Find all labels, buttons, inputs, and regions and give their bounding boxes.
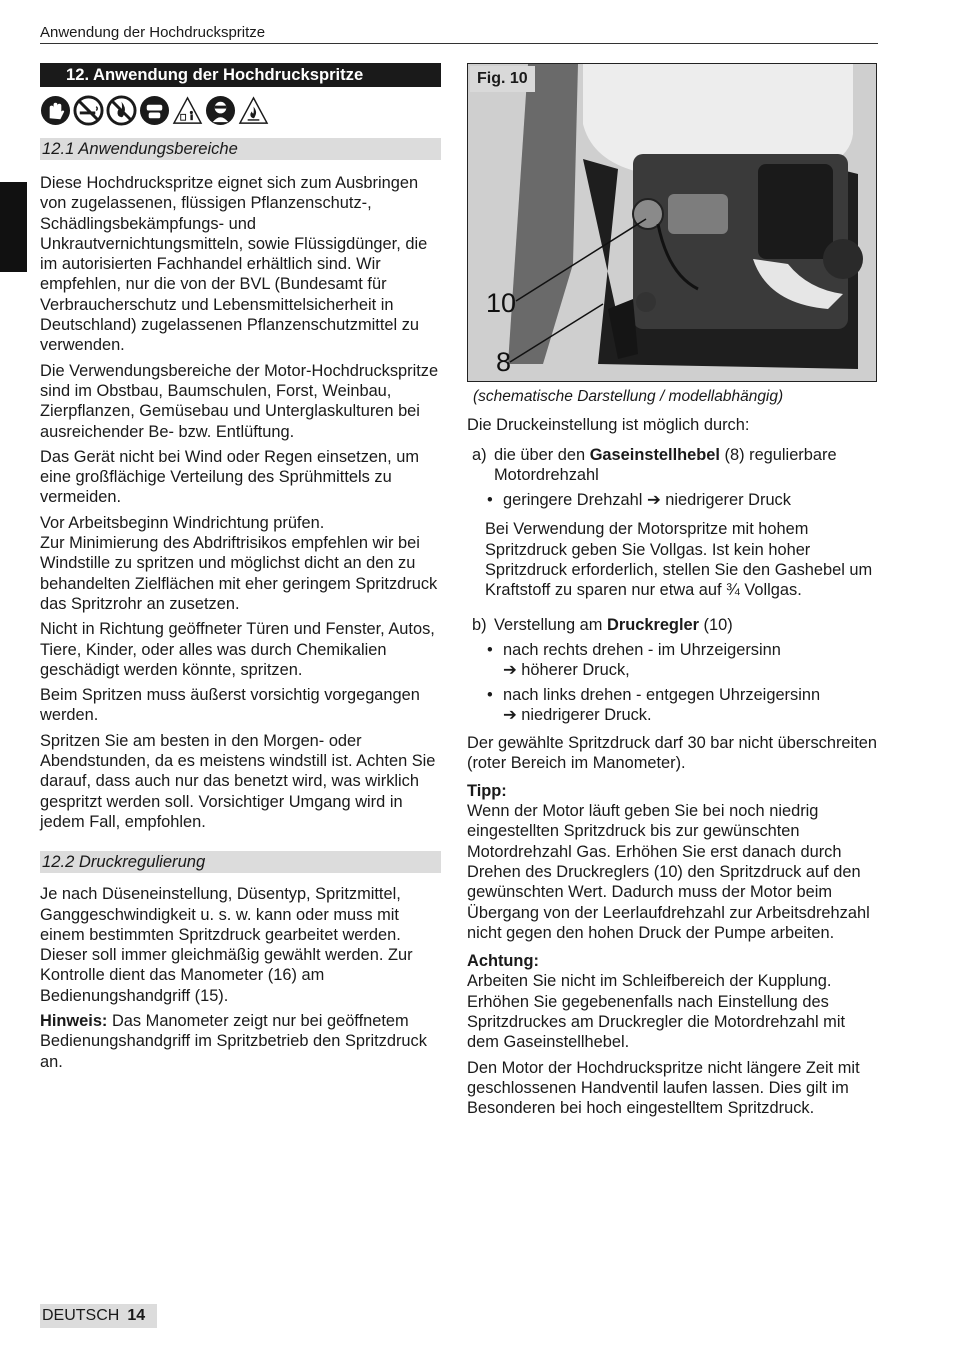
right-column — [467, 63, 878, 1124]
paragraph: Der gewählte Spritzdruck darf 30 bar nicht überschreiten (roter Bereich im Manometer). — [467, 734, 877, 773]
bullet-marker: • — [487, 685, 493, 704]
paragraph: Die Druckeinstellung ist möglich durch: — [467, 416, 750, 435]
running-header: Anwendung der Hochdruckspritze — [40, 24, 878, 44]
paragraph: Bei Verwendung der Motorspritze mit hohem Spritzdruck geben Sie Vollgas. Ist kein hoher Spritzdruck erforderlich, stellen Sie den Gashebel um Kraftstoff zu sparen nur etwa auf ¾ Vollgas. — [485, 520, 873, 600]
safety-symbols — [40, 95, 441, 129]
warning-label: Achtung: — [467, 952, 539, 971]
respirator-mask-icon — [139, 95, 170, 126]
bullet-text — [503, 685, 820, 726]
sprayer-illustration — [468, 64, 877, 382]
no-smoking-icon — [73, 95, 104, 126]
callout-throttle-lever: 8 — [496, 347, 512, 377]
list-text-pre: die über den — [494, 445, 590, 464]
list-text-bold: Druckregler — [606, 615, 699, 634]
tip-text: Wenn der Motor läuft geben Sie bei noch niedrig eingestellten Spritzdruck bis zur gewünschten Motordrehzahl Gas. Erhöhen Sie erst danach durch Drehen des Druckreglers (10) den Spritzdruck auf den gewünschten Wert. Dadurch muss der Motor beim Übergang von der Leerlaufdrehzahl zur Arbeitsdrehzahl nicht gegen den hohen Druck der Pumpe arbeiten. — [467, 802, 870, 942]
page-number: 14 — [127, 1306, 146, 1324]
list-text — [494, 615, 733, 635]
page-footer — [40, 1304, 157, 1328]
list-item-a — [467, 445, 878, 486]
list-marker: b) — [472, 615, 487, 634]
bullet-line: nach rechts drehen - im Uhrzeigersinn — [503, 640, 781, 659]
bullet-text — [503, 640, 781, 681]
paragraph: Nicht in Richtung geöffneter Türen und Fenster, Autos, Tiere, Kinder, oder alles was durch Chemikalien geschädigt werden könnte, spritzen. — [40, 620, 435, 679]
bullet-marker: • — [487, 640, 493, 659]
figure-label: Fig. 10 — [470, 66, 535, 92]
paragraph: Je nach Düseneinstellung, Düsentyp, Spritzmittel, Ganggeschwindigkeit u. s. w. kann oder muss mit einem bestimmten Spritzdruck gearbeitet werden. Dieser soll immer gleichmäßig gewählt werden. Zur Kontrolle dient das Manometer (16) am Bedienungshandgriff (15). — [40, 885, 413, 1005]
hint-label: Hinweis: — [40, 1011, 108, 1030]
left-column — [40, 63, 441, 1077]
bullet-item — [467, 640, 878, 681]
figure-sprayer-photo — [467, 63, 877, 382]
bullet-marker: • — [487, 491, 493, 510]
bullet-line: nach links drehen - entgegen Uhrzeigersinn — [503, 685, 821, 704]
hint-paragraph — [40, 1011, 441, 1072]
tip-label: Tipp: — [467, 781, 507, 800]
paragraph: Das Gerät nicht bei Wind oder Regen einsetzen, um eine großflächige Verteilung des Sprühmittels zu vermeiden. — [40, 447, 420, 507]
paragraph: Diese Hochdruckspritze eignet sich zum Ausbringen von zugelassenen, flüssigen Pflanzenschutz-, Schädlingsbekämpfungs- und Unkrautvernichtungsmitteln, sowie Flüssigdünger, die im autorisierten Fachhandel erhältlich sind. Wir empfehlen, nur die von der BVL (Bundesamt für Verbraucherschutz und Lebensmittelsicherheit in Deutschland) zugelassenen Pflanzenschutzmittel zu verwenden. — [40, 174, 428, 355]
figure-caption: (schematische Darstellung / modellabhängig) — [473, 388, 784, 405]
list-text-bold: Gaseinstellhebel — [589, 445, 720, 464]
language-side-tab — [0, 182, 27, 272]
tip-paragraph — [467, 781, 878, 943]
chapter-title: 12. Anwendung der Hochdruckspritze — [40, 63, 441, 87]
bullet-text: geringere Drehzahl ➔ niedrigerer Druck — [503, 491, 791, 510]
bullet-item — [467, 490, 878, 510]
gloves-icon — [40, 95, 71, 126]
bullet-item — [467, 685, 878, 726]
callout-pressure-regulator: 10 — [486, 288, 517, 318]
no-fire-icon — [106, 95, 137, 126]
paragraph: Die Verwendungsbereiche der Motor-Hochdruckspritze sind im Obstbau, Baumschulen, Forst, Weinbau, Zierpflanzen, Gemüsebau und Unterglaskulturen bei ausreichender Be- bzw. Entlüftung. — [40, 361, 439, 441]
list-text — [494, 445, 878, 486]
list-text-post: (8) regulierbare Motordrehzahl — [494, 445, 837, 484]
flammable-warning-icon — [238, 95, 269, 126]
bullet-line: ➔ niedrigerer Druck. — [503, 705, 652, 724]
list-text-pre: Verstellung am — [494, 615, 607, 634]
list-marker: a) — [472, 445, 487, 464]
footer-language: DEUTSCH — [42, 1306, 120, 1324]
eye-protection-icon — [205, 95, 236, 126]
warning-text: Arbeiten Sie nicht im Schleifbereich der Kupplung. Erhöhen Sie gegebenenfalls nach Einstellung des Spritzdruckes am Druckregler die Motordrehzahl mit dem Gaseinstellhebel. — [467, 972, 846, 1052]
section-heading-druckregulierung: 12.2 Druckregulierung — [40, 851, 441, 873]
list-item-b — [467, 615, 878, 635]
paragraph: Den Motor der Hochdruckspritze nicht längere Zeit mit geschlossenen Handventil laufen lassen. Dies gilt im Besonderen bei hoch eingestelltem Spritzdruck. — [467, 1058, 860, 1118]
paragraph: Vor Arbeitsbeginn Windrichtung prüfen. — [40, 513, 325, 532]
paragraph: Beim Spritzen muss äußerst vorsichtig vorgegangen werden. — [40, 686, 420, 725]
paragraph: Spritzen Sie am besten in den Morgen- oder Abendstunden, da es meistens windstill ist. Achten Sie darauf, dass auch nur das benetzt wird, was wirklich gespritzt werden soll. Vorsichtiger Umgang wird in jedem Fall, empfohlen. — [40, 731, 436, 831]
warning-paragraph — [467, 951, 878, 1052]
section-heading-anwendungsbereiche: 12.1 Anwendungsbereiche — [40, 138, 441, 160]
hint-text: Das Manometer zeigt nur bei geöffnetem Bedienungshandgriff im Spritzbetrieb den Spritzdruck an. — [40, 1011, 427, 1071]
paragraph: Zur Minimierung des Abdriftrisikos empfehlen wir bei Windstille zu spritzen und möglichst dicht an den zu behandelten Zielflächen mit eher geringem Spritzdruck das Spritzrohr an zusetzen. — [40, 534, 438, 613]
bullet-line: ➔ höherer Druck, — [503, 661, 630, 680]
warning-read-manual-icon — [172, 95, 203, 126]
list-text-post: (10) — [699, 615, 733, 634]
